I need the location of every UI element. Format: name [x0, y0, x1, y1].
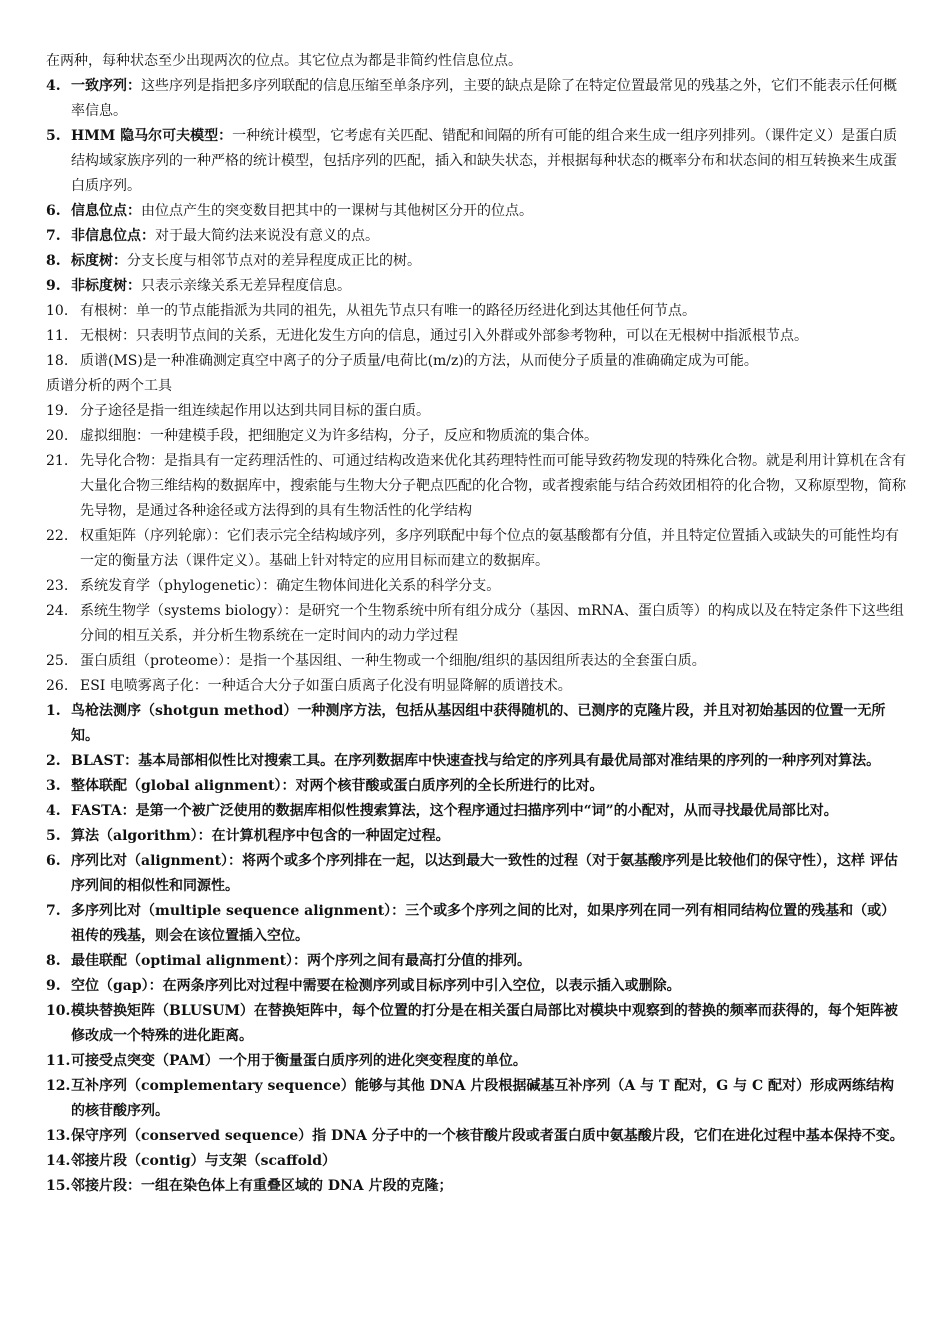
item-text: 虚拟细胞：一种建模手段，把细胞定义为许多结构，分子，反应和物质流的集合体。: [80, 428, 598, 444]
section-heading: 质谱分析的两个工具: [46, 378, 172, 394]
item-term: 一致序列：: [71, 78, 141, 94]
item-text: 由位点产生的突变数目把其中的一课树与其他树区分开的位点。: [141, 203, 533, 219]
item-number: 26.: [46, 678, 69, 694]
item-body: [71, 124, 906, 199]
item-term: 信息位点：: [71, 203, 141, 219]
item-term: HMM 隐马尔可夫模型：: [71, 128, 233, 144]
definition-item: [46, 649, 906, 674]
item-text: 鸟枪法测序（shotgun method）一种测序方法，包括从基因组中获得随机的、已测序的克隆片段，并且对初始基因的位置一无所知。: [71, 703, 886, 744]
item-text: 模块替换矩阵（BLUSUM）在替换矩阵中，每个位置的打分是在相关蛋白局部比对模块中观察到的替换的频率而获得的，每个矩阵被修改成一个特殊的进化距离。: [71, 1003, 898, 1044]
item-number: 7.: [46, 903, 61, 919]
definition-item: [46, 124, 906, 199]
item-number: 7.: [46, 228, 61, 244]
item-text: 系统发育学（phylogenetic）：确定生物体间进化关系的科学分支。: [80, 578, 501, 594]
item-number: 20.: [46, 428, 69, 444]
definition-item: [46, 799, 906, 824]
item-body: [71, 274, 906, 299]
definition-item: [46, 524, 906, 574]
item-text: 可接受点突变（PAM）一个用于衡量蛋白质序列的进化突变程度的单位。: [71, 1053, 527, 1069]
section-defs-alignment: [46, 699, 906, 1199]
item-text: 分支长度与相邻节点对的差异程度成正比的树。: [127, 253, 421, 269]
item-number: 10.: [46, 1003, 71, 1019]
definition-item: [46, 1074, 906, 1124]
item-number: 21.: [46, 453, 69, 469]
definition-item: [46, 674, 906, 699]
definition-item: [46, 999, 906, 1049]
item-text: 权重矩阵（序列轮廓）：它们表示完全结构域序列，多序列联配中每个位点的氨基酸都有分值，并且特定位置插入或缺失的可能性均有一定的衡量方法（课件定义）。基础上针对特定的应用目标而建立的数据库。: [80, 528, 899, 569]
definition-item: [46, 1124, 906, 1149]
item-text: 最佳联配（optimal alignment）：两个序列之间有最高打分值的排列。: [71, 953, 532, 969]
definition-item: [46, 1149, 906, 1174]
definition-item: [46, 324, 906, 349]
item-text: 互补序列（complementary sequence）能够与其他 DNA 片段根据碱基互补序列（A 与 T 配对，G 与 C 配对）形成两练结构的核苷酸序列。: [71, 1078, 894, 1119]
item-text: 邻接片段：一组在染色体上有重叠区域的 DNA 片段的克隆；: [71, 1178, 453, 1194]
item-number: 12.: [46, 1078, 71, 1094]
definition-item: [46, 774, 906, 799]
definition-item: [46, 749, 906, 774]
item-text: 蛋白质组（proteome）：是指一个基因组、一种生物或一个细胞/组织的基因组所表达的全套蛋白质。: [80, 653, 706, 669]
item-text: 空位（gap）：在两条序列比对过程中需要在检测序列或目标序列中引入空位，以表示插入或删除。: [71, 978, 681, 994]
item-number: 4.: [46, 78, 61, 94]
item-text: 算法（algorithm）：在计算机程序中包含的一种固定过程。: [71, 828, 450, 844]
section-defs-bold-terms: [46, 74, 906, 299]
definition-item: [46, 824, 906, 849]
item-text: ESI 电喷雾离子化：一种适合大分子如蛋白质离子化没有明显降解的质谱技术。: [80, 678, 572, 694]
item-number: 9.: [46, 978, 61, 994]
item-number: 19.: [46, 403, 69, 419]
item-number: 8.: [46, 953, 61, 969]
definition-item: [46, 299, 906, 324]
definition-item: [46, 399, 906, 424]
item-number: 8.: [46, 253, 61, 269]
item-text: 无根树：只表明节点间的关系，无进化发生方向的信息，通过引入外群或外部参考物种，可以在无根树中指派根节点。: [80, 328, 808, 344]
item-text: 序列比对（alignment）：将两个或多个序列排在一起，以达到最大一致性的过程（对于氨基酸序列是比较他们的保守性），这样 评估序列间的相似性和同源性。: [71, 853, 898, 894]
item-number: 24.: [46, 603, 69, 619]
definition-item: [46, 449, 906, 524]
item-body: [71, 249, 906, 274]
item-number: 14.: [46, 1153, 71, 1169]
intro-line: 在两种，每种状态至少出现两次的位点。其它位点为都是非简约性信息位点。: [46, 53, 522, 69]
item-number: 5.: [46, 128, 61, 144]
item-text: 一种统计模型，它考虑有关匹配、错配和间隔的所有可能的组合来生成一组序列排列。（课件定义）是蛋白质结构域家族序列的一种严格的统计模型，包括序列的匹配，插入和缺失状态，并根据每种状态的概率分布和状态间的相互转换来生成蛋白质序列。: [71, 128, 898, 194]
item-number: 5.: [46, 828, 61, 844]
definition-item: [46, 249, 906, 274]
definition-item: [46, 1174, 906, 1199]
item-text: BLAST：基本局部相似性比对搜索工具。在序列数据库中快速查找与给定的序列具有最优局部对准结果的序列的一种序列对算法。: [71, 753, 881, 769]
item-body: [71, 199, 906, 224]
item-text: 有根树：单一的节点能指派为共同的祖先，从祖先节点只有唯一的路径历经进化到达其他任何节点。: [80, 303, 696, 319]
item-number: 23.: [46, 578, 69, 594]
item-number: 1.: [46, 703, 61, 719]
item-text: 对于最大简约法来说没有意义的点。: [155, 228, 379, 244]
item-text: 只表示亲缘关系无差异程度信息。: [141, 278, 351, 294]
item-text: 邻接片段（contig）与支架（scaffold）: [71, 1153, 337, 1169]
section-defs-biology: [46, 399, 906, 699]
definition-item: [46, 1049, 906, 1074]
item-text: FASTA：是第一个被广泛使用的数据库相似性搜索算法，这个程序通过扫描序列中“词”的小配对，从而寻找最优局部比对。: [71, 803, 838, 819]
definition-item: [46, 974, 906, 999]
item-number: 4.: [46, 803, 61, 819]
item-text: 分子途径是指一组连续起作用以达到共同目标的蛋白质。: [80, 403, 430, 419]
item-number: 10.: [46, 303, 69, 319]
item-number: 2.: [46, 753, 61, 769]
item-number: 9.: [46, 278, 61, 294]
definition-item: [46, 599, 906, 649]
item-number: 6.: [46, 203, 61, 219]
item-number: 11.: [46, 328, 69, 344]
section-defs-trees: [46, 299, 906, 374]
item-text: 质谱(MS)是一种准确测定真空中离子的分子质量/电荷比(m/z)的方法，从而使分子质量的准确确定成为可能。: [80, 353, 758, 369]
definition-item: [46, 574, 906, 599]
item-text: 先导化合物：是指具有一定药理活性的、可通过结构改造来优化其药理特性而可能导致药物发现的特殊化合物。就是利用计算机在含有大量化合物三维结构的数据库中，搜索能与生物大分子靶点匹配的化合物，或者搜索能与结合药效团相符的化合物，又称原型物，简称先导物，是通过各种途径或方法得到的具有生物活性的化学结构: [80, 453, 906, 519]
definition-item: [46, 74, 906, 124]
item-number: 3.: [46, 778, 61, 794]
item-text: 保守序列（conserved sequence）指 DNA 分子中的一个核苷酸片段或者蛋白质中氨基酸片段，它们在进化过程中基本保持不变。: [71, 1128, 904, 1144]
definition-item: [46, 274, 906, 299]
item-text: 多序列比对（multiple sequence alignment）：三个或多个序列之间的比对，如果序列在同一列有相同结构位置的残基和（或）祖传的残基，则会在该位置插入空位。: [71, 903, 896, 944]
item-text: 整体联配（global alignment）：对两个核苷酸或蛋白质序列的全长所进行的比对。: [71, 778, 604, 794]
definition-item: [46, 424, 906, 449]
definition-item: [46, 349, 906, 374]
item-term: 标度树：: [71, 253, 127, 269]
item-body: [71, 74, 906, 124]
item-body: [71, 224, 906, 249]
item-number: 25.: [46, 653, 69, 669]
item-text: 这些序列是指把多序列联配的信息压缩至单条序列，主要的缺点是除了在特定位置最常见的残基之外，它们不能表示任何概率信息。: [71, 78, 897, 119]
item-text: 系统生物学（systems biology）：是研究一个生物系统中所有组分成分（基因、mRNA、蛋白质等）的构成以及在特定条件下这些组分间的相互关系，并分析生物系统在一定时间内的动力学过程: [80, 603, 904, 644]
item-number: 15.: [46, 1178, 71, 1194]
item-number: 6.: [46, 853, 61, 869]
definition-item: [46, 199, 906, 224]
definition-item: [46, 849, 906, 899]
item-number: 13.: [46, 1128, 71, 1144]
definition-item: [46, 224, 906, 249]
definition-item: [46, 699, 906, 749]
item-term: 非标度树：: [71, 278, 141, 294]
item-number: 11.: [46, 1053, 71, 1069]
item-term: 非信息位点：: [71, 228, 155, 244]
definition-item: [46, 899, 906, 949]
definition-item: [46, 949, 906, 974]
item-number: 18.: [46, 353, 69, 369]
item-number: 22.: [46, 528, 69, 544]
